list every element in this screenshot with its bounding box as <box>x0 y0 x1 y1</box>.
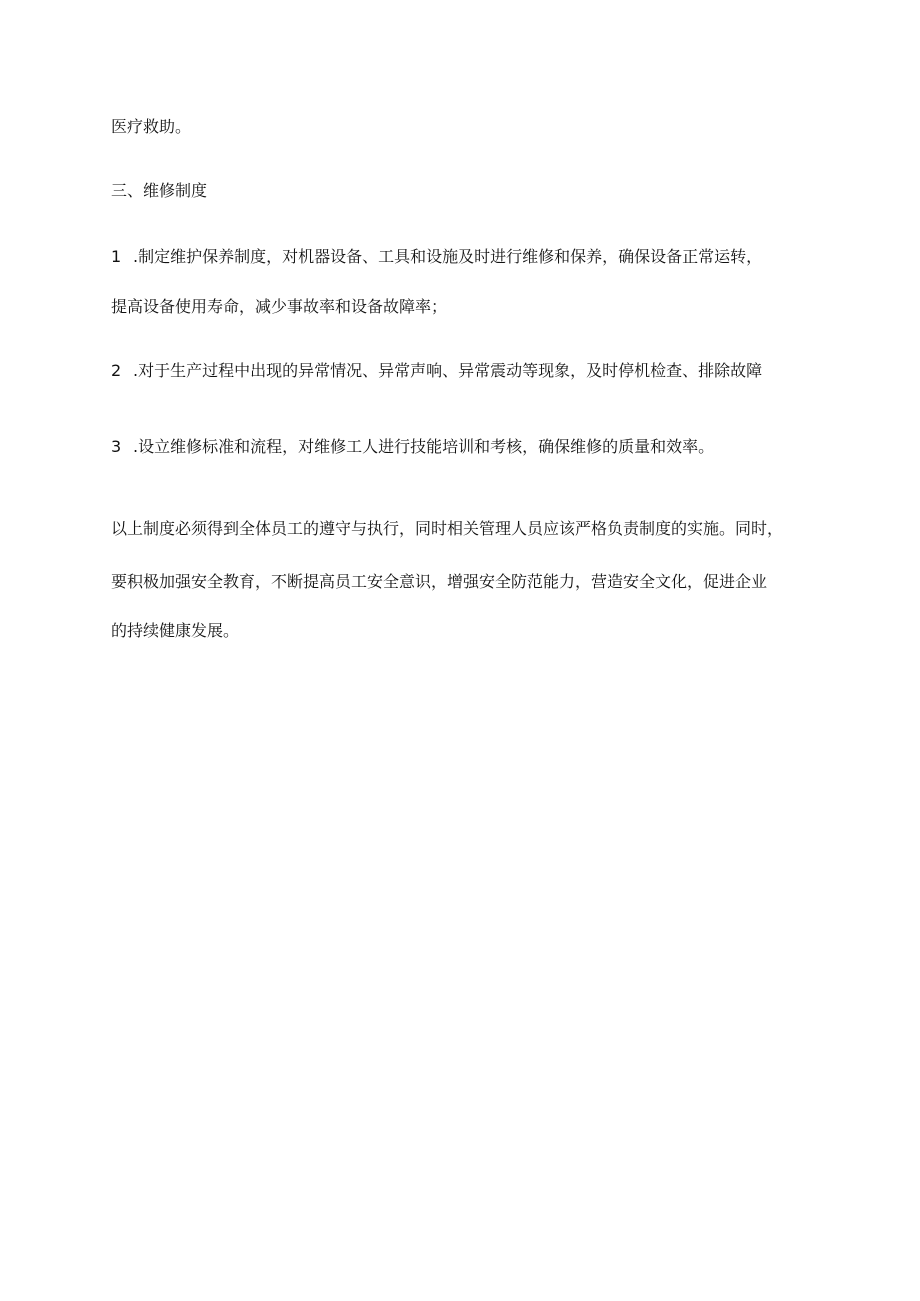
conclusion-line-2: 要积极加强安全教育，不断提高员工安全意识，增强安全防范能力，营造安全文化，促进企业 <box>111 572 768 591</box>
paragraph-continuation: 医疗救助。 <box>111 117 192 136</box>
section-heading: 三、维修制度 <box>111 181 208 200</box>
list-item-1-line-1 <box>111 246 811 268</box>
list-item-1-text: .制定维护保养制度，对机器设备、工具和设施及时进行维修和保养，确保设备正常运转， <box>133 247 763 266</box>
list-item-2-text: .对于生产过程中出现的异常情况、异常声响、异常震动等现象，及时停机检查、排除故障 <box>133 361 763 380</box>
conclusion-line-3: 的持续健康发展。 <box>111 621 240 640</box>
list-item-3-text: .设立维修标准和流程，对维修工人进行技能培训和考核，确保维修的质量和效率。 <box>133 437 715 456</box>
list-item-1-line-2: 提高设备使用寿命，减少事故率和设备故障率； <box>111 297 448 316</box>
list-item-1-number: 1 <box>111 247 122 266</box>
list-item-2 <box>111 360 811 382</box>
list-item-3-number: 3 <box>111 437 122 456</box>
list-item-3 <box>111 436 811 458</box>
conclusion-line-1: 以上制度必须得到全体员工的遵守与执行，同时相关管理人员应该严格负责制度的实施。同时， <box>111 519 784 538</box>
list-item-2-number: 2 <box>111 361 122 380</box>
